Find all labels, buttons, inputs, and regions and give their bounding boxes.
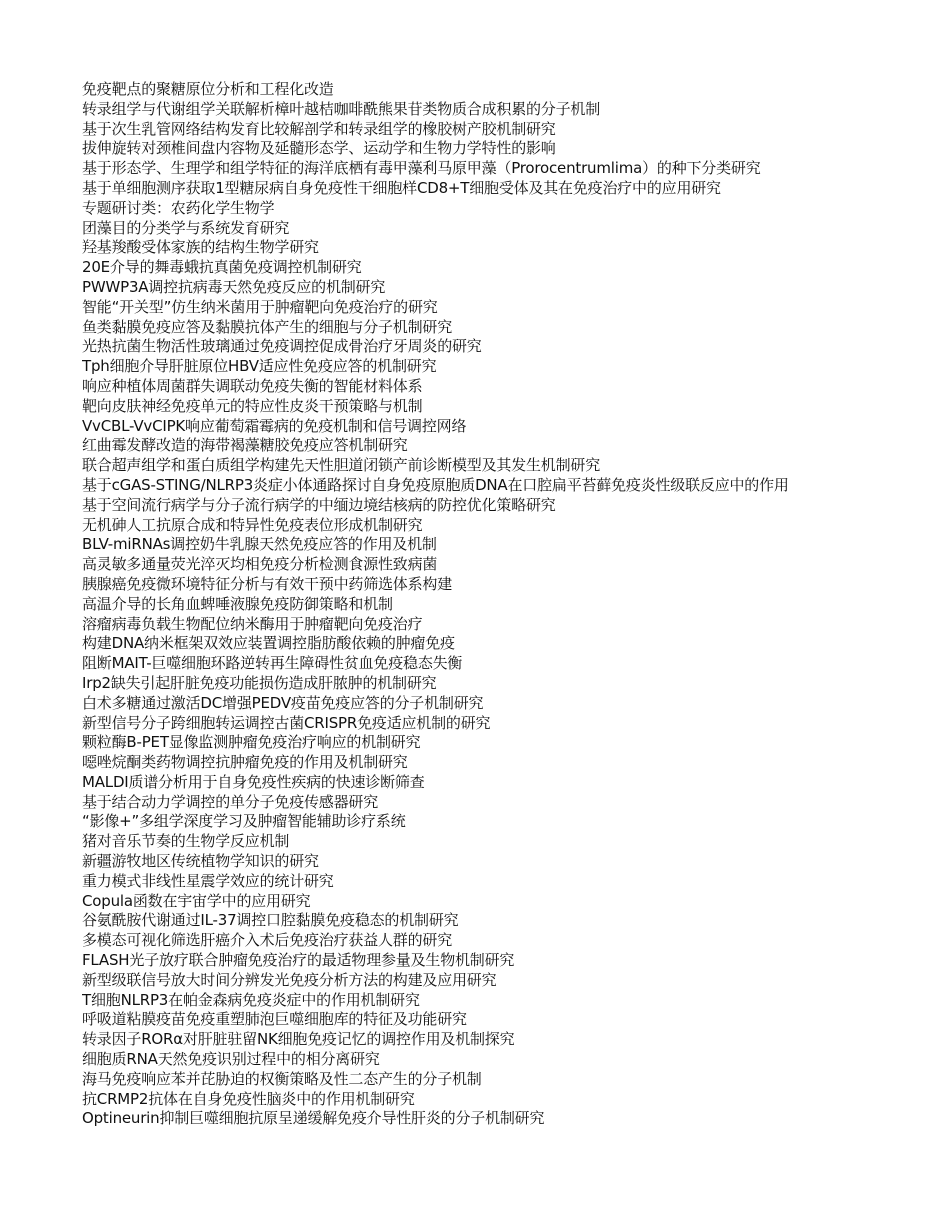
list-item: 响应种植体周菌群失调联动免疫失衡的智能材料体系	[82, 376, 423, 395]
list-item: 抗CRMP2抗体在自身免疫性脑炎中的作用机制研究	[82, 1089, 415, 1108]
list-item: 光热抗菌生物活性玻璃通过免疫调控促成骨治疗牙周炎的研究	[82, 337, 482, 356]
list-item: 新型信号分子跨细胞转运调控古菌CRISPR免疫适应机制的研究	[82, 713, 491, 732]
list-item: Tph细胞介导肝脏原位HBV适应性免疫应答的机制研究	[82, 357, 437, 376]
section-heading: 专题研讨类：农药化学生物学	[82, 198, 275, 217]
list-item: 谷氨酰胺代谢通过IL-37调控口腔黏膜免疫稳态的机制研究	[82, 911, 459, 930]
list-item: 高灵敏多通量荧光淬灭均相免疫分析检测食源性致病菌	[82, 555, 438, 574]
list-item: 红曲霉发酵改造的海带褐藻糖胶免疫应答机制研究	[82, 436, 408, 455]
list-item: MALDI质谱分析用于自身免疫性疾病的快速诊断筛查	[82, 772, 425, 791]
list-item: 智能“开关型”仿生纳米菌用于肿瘤靶向免疫治疗的研究	[82, 297, 438, 316]
list-item: 转录组学与代谢组学关联解析樟叶越桔咖啡酰熊果苷类物质合成积累的分子机制	[82, 99, 601, 118]
list-item: 靶向皮肤神经免疫单元的特应性皮炎干预策略与机制	[82, 396, 423, 415]
list-item: 重力模式非线性星震学效应的统计研究	[82, 871, 334, 890]
list-item: 免疫靶点的聚糖原位分析和工程化改造	[82, 80, 334, 98]
list-item: 新型级联信号放大时间分辨发光免疫分析方法的构建及应用研究	[82, 970, 497, 989]
list-item: 海马免疫响应苯并芘胁迫的权衡策略及性二态产生的分子机制	[82, 1069, 482, 1088]
list-item: Optineurin抑制巨噬细胞抗原呈递缓解免疫介导性肝炎的分子机制研究	[82, 1109, 545, 1128]
list-item: “影像+”多组学深度学习及肿瘤智能辅助诊疗系统	[82, 812, 406, 831]
list-item: 溶瘤病毒负载生物配位纳米酶用于肿瘤靶向免疫治疗	[82, 614, 423, 633]
list-item: 基于单细胞测序获取1型糖尿病自身免疫性干细胞样CD8+T细胞受体及其在免疫治疗中的应用研究	[82, 178, 721, 197]
list-item: 拔伸旋转对颈椎间盘内容物及延髓形态学、运动学和生物力学特性的影响	[82, 139, 556, 158]
list-item: FLASH光子放疗联合肿瘤免疫治疗的最适物理参量及生物机制研究	[82, 951, 515, 970]
list-item: 联合超声组学和蛋白质组学构建先天性胆道闭锁产前诊断模型及其发生机制研究	[82, 456, 601, 475]
list-item: 噁唑烷酮类药物调控抗肿瘤免疫的作用及机制研究	[82, 753, 408, 772]
list-item: 转录因子RORα对肝脏驻留NK细胞免疫记忆的调控作用及机制探究	[82, 1030, 515, 1049]
list-item: 20E介导的舞毒蛾抗真菌免疫调控机制研究	[82, 258, 362, 277]
list-item: 团藻目的分类学与系统发育研究	[82, 218, 290, 237]
list-item: BLV-miRNAs调控奶牛乳腺天然免疫应答的作用及机制	[82, 535, 437, 554]
list-item: 无机砷人工抗原合成和特异性免疫表位形成机制研究	[82, 515, 423, 534]
list-item: 白术多糖通过激活DC增强PEDV疫苗免疫应答的分子机制研究	[82, 693, 484, 712]
list-item: 高温介导的长角血蜱唾液腺免疫防御策略和机制	[82, 594, 393, 613]
list-item: T细胞NLRP3在帕金森病免疫炎症中的作用机制研究	[82, 990, 420, 1009]
list-item: 胰腺癌免疫微环境特征分析与有效干预中药筛选体系构建	[82, 574, 453, 593]
list-item: 呼吸道粘膜疫苗免疫重塑肺泡巨噬细胞库的特征及功能研究	[82, 1010, 467, 1029]
project-title-list	[82, 80, 942, 1129]
list-item: 基于形态学、生理学和组学特征的海洋底栖有毒甲藻利马原甲藻（Prorocentrumlima）的种下分类研究	[82, 159, 761, 178]
list-item: 阻断MAIT-巨噬细胞环路逆转再生障碍性贫血免疫稳态失衡	[82, 654, 463, 673]
list-item: 鱼类黏膜免疫应答及黏膜抗体产生的细胞与分子机制研究	[82, 317, 453, 336]
list-item: 基于cGAS-STING/NLRP3炎症小体通路探讨自身免疫原胞质DNA在口腔扁平苔藓免疫炎性级联反应中的作用	[82, 475, 789, 494]
list-item: 构建DNA纳米框架双效应装置调控脂肪酸依赖的肿瘤免疫	[82, 634, 455, 653]
list-item: 基于次生乳管网络结构发育比较解剖学和转录组学的橡胶树产胶机制研究	[82, 119, 556, 138]
list-item: 基于结合动力学调控的单分子免疫传感器研究	[82, 792, 379, 811]
list-item: 基于空间流行病学与分子流行病学的中缅边境结核病的防控优化策略研究	[82, 495, 556, 514]
list-item: PWWP3A调控抗病毒天然免疫反应的机制研究	[82, 277, 386, 296]
list-item: 猪对音乐节奏的生物学反应机制	[82, 832, 290, 851]
list-item: 细胞质RNA天然免疫识别过程中的相分离研究	[82, 1050, 380, 1069]
list-item: 多模态可视化筛选肝癌介入术后免疫治疗获益人群的研究	[82, 931, 453, 950]
list-item: Irp2缺失引起肝脏免疫功能损伤造成肝脓肿的机制研究	[82, 673, 437, 692]
list-item: 新疆游牧地区传统植物学知识的研究	[82, 852, 319, 871]
list-item: Copula函数在宇宙学中的应用研究	[82, 891, 311, 910]
list-item: 羟基羧酸受体家族的结构生物学研究	[82, 238, 319, 257]
list-item: 颗粒酶B-PET显像监测肿瘤免疫治疗响应的机制研究	[82, 733, 421, 752]
list-item: VvCBL-VvCIPK响应葡萄霜霉病的免疫机制和信号调控网络	[82, 416, 467, 435]
